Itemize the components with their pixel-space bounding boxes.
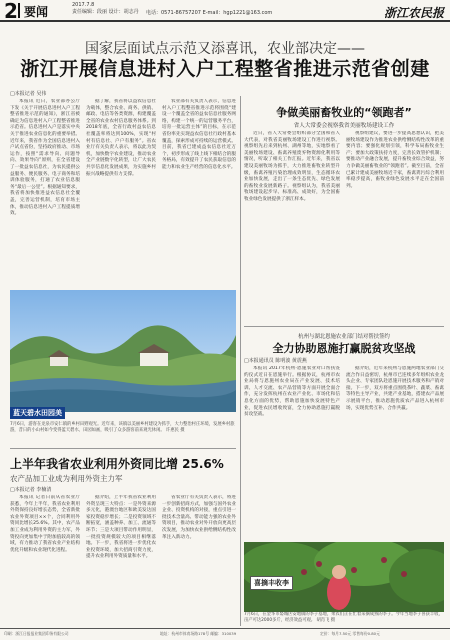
section-divider (18, 3, 20, 18)
editor-credit: 责任编辑：段丽 设计：胡志丹 (72, 9, 139, 15)
landscape-photo (10, 290, 236, 412)
right-story2-paragraph-1: 本报讯 2017年杭州·恩施农业对口帮扶签约仪式近日在恩施举行。根据协议，杭州市农业局将与恩施州农业局在产业发展、技术培训、人才交流、农产品营销等方面开展全面合作，充分发挥杭州在农业产业化、市场化和信息化方面的优势，帮助恩施加快发展特色产业，促进农民增收致富，全力协助恩施打赢脱贫攻坚战。 (244, 366, 340, 418)
right-story2-headline: 全力协助恩施打赢脱贫攻坚战 (272, 342, 416, 355)
right-story-subhead: 省人大常委会视察我省美丽牧场建设工作 (293, 123, 395, 129)
bottom-story-headline: 上半年我省农业利用外资同比增 25.6% (10, 457, 224, 471)
harvest-caption: 7月6日，在金华市婺城区安地镇的李子基地，果农们正在忙着采摘成熟的李子。今年当地李子喜获丰收，亩产可达2000多斤，经济效益可观。 胡肖飞 摄 (244, 612, 443, 623)
bottom-story-column-2 (86, 495, 156, 625)
contact-line: 电话：0571-86757207 E-mail：hgp1221@163.com (146, 10, 273, 16)
page-footer (0, 628, 450, 640)
right-story2-column-2 (346, 366, 444, 536)
footer-address: 地址：杭州市体育场路178号 邮编：310039 (160, 631, 237, 636)
right-story-paragraph-1: 近日，省人大常委会组织部分全国和省人大代表，对我省美丽牧场建设工作进行视察。视察组先后来到杭州、湖州等地，实地察看了美丽牧场建设、畜禽养殖废弃物资源化利用等情况，听取了相关工作汇报。近年来，我省以建设美丽牧场为抓手，大力推进畜牧业转型升级，畜禽养殖污染治理成效明显，生态循环农业加快发展，走出了一条生态优先、绿色发展的畜牧业发展新路子。视察组认为，我省美丽牧场建设起步早、标准高、成效好，为全国畜牧业绿色发展提供了浙江样本。 (244, 131, 340, 202)
section-divider-left (10, 448, 236, 449)
bottom-story-byline: □本报记者 李楠清 (10, 487, 52, 493)
lead-column-3 (162, 99, 236, 285)
bottom-story-paragraph-2: 据介绍，上半年我省农业利用外资呈现三大特点：一是外资来源多元化，港澳台地区和欧美发达国家投资稳步增长；二是投资领域不断拓宽，涵盖种养、加工、流通等环节；三是大项目带动作用明显，一批投资规模较大的项目相继落地。下一步，我省将进一步优化农业投资环境，加大招商引资力度，提升农业利用外资质量和水平。 (86, 495, 156, 560)
landscape-illustration (10, 290, 236, 412)
page-number: 2 (4, 0, 18, 23)
lead-column-1 (10, 99, 80, 285)
right-story-paragraph-2: 视察组建议，要进一步提高思想认识，把美丽牧场建设作为推进农业供给侧结构性改革的重要内容；要强化规划引领，科学布局畜牧业生产；要加大政策扶持力度，完善长效管护机制；要推动产业融合发展，提升畜牧业综合效益，努力争做美丽畜牧业的“领跑者”。截至目前，全省已累计建成美丽牧场近千家，畜禽粪污综合利用率稳步提高，畜牧业绿色发展水平走在全国前列。 (346, 131, 444, 189)
issue-date (72, 2, 139, 16)
lead-column-2 (86, 99, 156, 285)
footer-printer: 印刷：浙江日报报业集团印务有限公司 (4, 631, 69, 636)
lead-paragraph-2: 据了解，我省将以益农信息社为载体，整合农业、商务、供销、邮政、电信等各类资源，构建覆盖全省的农业农村信息服务体系。到2018年底，全省行政村益农信息社覆盖率将达到100%，实现“村村有信息社、户户有服务”。省农业厅有关负责人表示，将以此为契机，加快数字农业建设，推动农业全产业链数字化转型，让广大农民共享信息化发展成果，为实施乡村振兴战略提供有力支撑。 (86, 99, 156, 177)
lead-byline: □本报记者 吴伟 (10, 91, 47, 97)
right-story-column-1 (244, 131, 340, 321)
right-story-column-2 (346, 131, 444, 321)
bottom-story-paragraph-3: 省农业厅有关负责人表示，将进一步创新招商方式，加强与国外农业企业、投资机构的对接，重点引进一批技术含量高、带动能力强的农业外资项目，推动农业对外开放向更高层次发展，为加快农业供给侧结构性改革注入新动力。 (162, 495, 236, 540)
photo-caption: 7月6日，游客在龙泉市安仁镇的乡村田野观光。近年来，该镇以美丽乡村建设为抓手，大力整治村庄环境，发展乡村旅游，昔日的小山村如今变得蓝天碧水、田园如画，吸引了众多游客前来观光休闲。 许惠民 摄 (10, 422, 235, 433)
date: 2017.7.8 (72, 2, 95, 8)
right-story2-column-1 (244, 366, 340, 536)
section-name: 要闻 (24, 5, 49, 19)
lead-kicker: 国家层面试点示范又添喜讯，农业部决定—— (85, 41, 365, 57)
bottom-story-subhead: 农产品加工业成为利用外资主力军 (10, 474, 123, 483)
lead-headline: 浙江开展信息进村入户工程整省推进示范省创建 (20, 58, 430, 80)
footer-price: 定价：每月7.50元 零售每份0.80元 (320, 631, 380, 636)
lead-paragraph-1: 本报讯 近日，农业部办公厅下发《关于开展信息进村入户工程整省推进示范的通知》，浙江省被确定为信息进村入户工程整省推进示范省。信息进村入户是落实中央关于推进农业信息化的重要举措。近年来，我省作为全国信息进村入户试点省份，坚持政府推动、市场运作，按照“需求导向、问题导向、效果导向”原则，在全省建设了一批益农信息社，为农民提供公益服务、便民服务、电子商务和培训体验服务，打通了农业信息服务“最后一公里”。根据通知要求，我省将加快推进益农信息社全覆盖，完善运营机制，培育市场主体，推动信息进村入户工程提质增效。 (10, 99, 80, 217)
bottom-story-column-3 (162, 495, 236, 625)
right-story2-paragraph-2: 据介绍，近年来杭州与恩施两地农业部门交流合作日益密切，杭州市已连续多年组织农业龙头企业、专家团队赴恩施开展技术服务和产销对接。下一步，双方将重点围绕茶叶、蔬菜、畜禽等特色主导产业，共建产业基地，搭建农产品展示展销平台，推动恩施优质农产品进入杭州市场，实现优势互补、合作共赢。 (346, 366, 444, 411)
bottom-story-column-1 (10, 495, 80, 625)
photo-title-tag: 蓝天碧水田园美 (10, 407, 65, 419)
harvest-photo-tag: 喜摘丰收李 (250, 576, 293, 590)
lead-paragraph-3: 农业部有关负责人表示，信息进村入户工程整省推进示范将围绕“建设一个覆盖全省的益农信息社服务网络，构建一个统一的运营服务平台，培育一批运营主体”的目标，在示范省份率先实现益农信息社行政村基本覆盖，探索形成可持续的运营模式。目前，我省已建成益农信息社近万个，初步形成了线上线下相结合的服务格局，有效提升了农民获取信息的能力和农业生产经营的信息化水平。 (162, 99, 236, 170)
section-divider-right (244, 326, 444, 327)
right-story-headline: 争做美丽畜牧业的“领跑者” (276, 106, 412, 119)
paper-name: 浙江农民报 (383, 6, 444, 20)
right-story2-byline: □本报通讯员 陈明波 黄震燕 (244, 358, 307, 364)
masthead (0, 0, 450, 22)
right-story2-kicker: 杭州与湖北恩施农业部门结对帮扶签约 (298, 334, 390, 340)
column-divider (240, 96, 241, 626)
bottom-story-paragraph-1: 本报讯 记者日前从省农业厅获悉，今年上半年，我省农业利用外资保持良好增长态势，全省新批农业外资项目××个，合同利用外资同比增长25.6%。其中，农产品加工业成为利用外资的主力军，外资投向更加集中于附加值较高的领域，有力推动了我省农业产业结构优化升级和农业现代化进程。 (10, 495, 80, 553)
